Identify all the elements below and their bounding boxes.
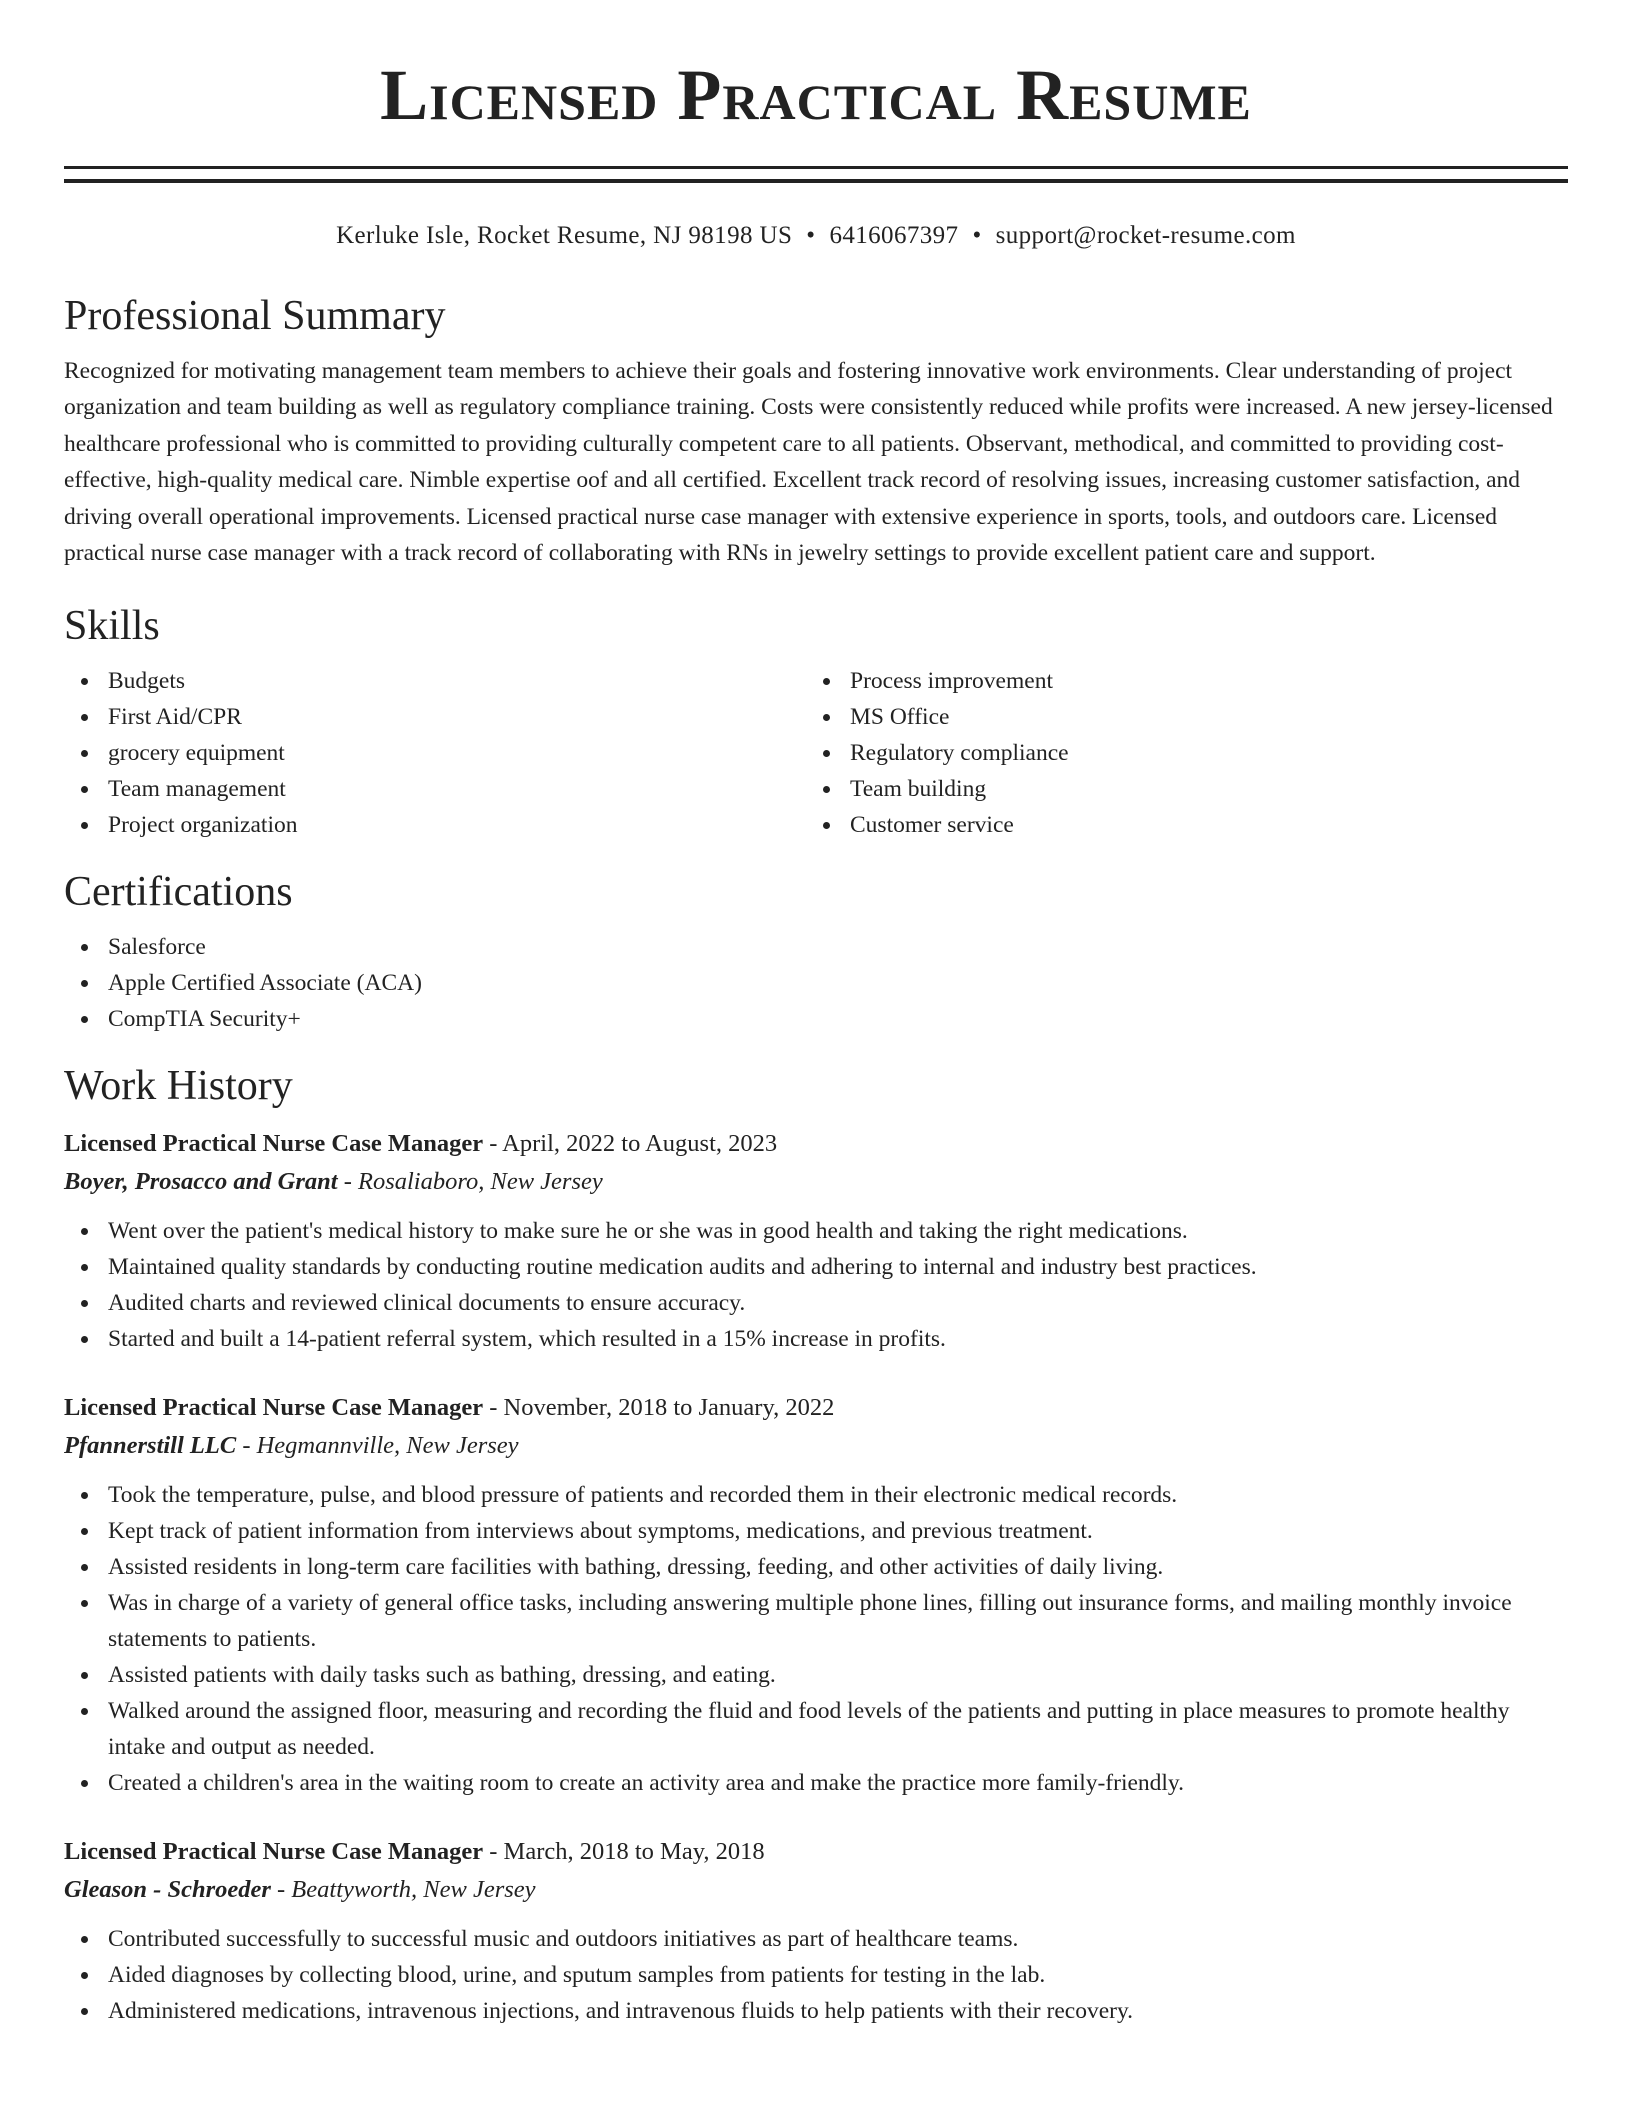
job-bullet: Created a children's area in the waiting room to create an activity area and make the practice more family-friendly. — [64, 1765, 1568, 1801]
certifications-heading: Certifications — [64, 869, 293, 916]
certification-item: Apple Certified Associate (ACA) — [64, 965, 1568, 1001]
job-bullet: Assisted patients with daily tasks such as bathing, dressing, and eating. — [64, 1657, 1568, 1693]
certification-item: CompTIA Security+ — [64, 1001, 1568, 1037]
job-company: Boyer, Prosacco and Grant — [64, 1168, 338, 1196]
skill-item: Customer service — [806, 807, 1548, 843]
skills-list-left — [64, 663, 806, 843]
skills-heading: Skills — [64, 603, 160, 650]
job-location: - Hegmannville, New Jersey — [236, 1432, 519, 1460]
job-company-line — [64, 1163, 1568, 1201]
skill-item: Regulatory compliance — [806, 735, 1548, 771]
certifications-section — [64, 865, 1568, 1037]
job-bullet: Contributed successfully to successful music and outdoors initiatives as part of healthcare teams. — [64, 1921, 1568, 1957]
job-entry — [64, 1389, 1568, 1801]
job-bullet: Took the temperature, pulse, and blood pressure of patients and recorded them in their electronic medical records. — [64, 1477, 1568, 1513]
job-bullet-list — [64, 1477, 1568, 1801]
job-bullet: Started and built a 14-patient referral system, which resulted in a 15% increase in profits. — [64, 1321, 1568, 1357]
job-entry — [64, 1833, 1568, 2029]
skill-item: Team building — [806, 771, 1548, 807]
job-role: Licensed Practical Nurse Case Manager — [64, 1838, 484, 1866]
job-company: Gleason - Schroeder — [64, 1876, 271, 1904]
job-entry — [64, 1125, 1568, 1357]
skill-item: Budgets — [64, 663, 806, 699]
job-location: - Rosaliaboro, New Jersey — [337, 1168, 603, 1196]
contact-email: support@rocket-resume.com — [995, 222, 1296, 249]
contact-separator: • — [806, 222, 816, 249]
job-bullet-list — [64, 1921, 1568, 2029]
job-company-line — [64, 1871, 1568, 1909]
skill-item: First Aid/CPR — [64, 699, 806, 735]
job-dates: - April, 2022 to August, 2023 — [483, 1130, 778, 1158]
work-history-heading: Work History — [64, 1063, 293, 1110]
job-bullet-list — [64, 1213, 1568, 1357]
job-bullet: Assisted residents in long-term care facilities with bathing, dressing, feeding, and other activities of daily living. — [64, 1549, 1568, 1585]
skills-grid — [64, 663, 1568, 843]
title-divider — [64, 166, 1568, 183]
certification-item: Salesforce — [64, 929, 1568, 965]
job-dates: - March, 2018 to May, 2018 — [483, 1838, 765, 1866]
job-title-line — [64, 1389, 1568, 1427]
job-bullet: Maintained quality standards by conducting routine medication audits and adhering to internal and industry best practices. — [64, 1249, 1568, 1285]
job-role: Licensed Practical Nurse Case Manager — [64, 1130, 484, 1158]
skill-item: MS Office — [806, 699, 1548, 735]
job-role: Licensed Practical Nurse Case Manager — [64, 1394, 484, 1422]
skill-item: Team management — [64, 771, 806, 807]
job-dates: - November, 2018 to January, 2022 — [483, 1394, 835, 1422]
summary-section — [64, 289, 1568, 571]
skill-item: Project organization — [64, 807, 806, 843]
summary-heading: Professional Summary — [64, 293, 446, 339]
skills-section — [64, 599, 1568, 843]
skills-list-right — [806, 663, 1548, 843]
job-location: - Beattyworth, New Jersey — [270, 1876, 536, 1904]
skill-item: Process improvement — [806, 663, 1548, 699]
job-bullet: Audited charts and reviewed clinical documents to ensure accuracy. — [64, 1285, 1568, 1321]
contact-address: Kerluke Isle, Rocket Resume, NJ 98198 US — [336, 222, 793, 249]
skill-item: grocery equipment — [64, 735, 806, 771]
job-bullet: Walked around the assigned floor, measuring and recording the fluid and food levels of the patients and putting in place measures to promote healthy intake and output as needed. — [64, 1693, 1568, 1765]
job-company: Pfannerstill LLC — [64, 1432, 237, 1460]
job-bullet: Administered medications, intravenous injections, and intravenous fluids to help patients with their recovery. — [64, 1993, 1568, 2029]
contact-separator: • — [972, 222, 982, 249]
contact-line — [64, 219, 1568, 253]
job-company-line — [64, 1427, 1568, 1465]
job-bullet: Went over the patient's medical history to make sure he or she was in good health and taking the right medications. — [64, 1213, 1568, 1249]
job-bullet: Was in charge of a variety of general office tasks, including answering multiple phone lines, filling out insurance forms, and mailing monthly invoice statements to patients. — [64, 1585, 1568, 1657]
contact-phone: 6416067397 — [829, 222, 959, 249]
certifications-list — [64, 929, 1568, 1037]
summary-text: Recognized for motivating management team members to achieve their goals and fostering innovative work environments. Clear understanding of project organization and team building as well as regulatory compliance training. Costs were consistently reduced while profits were increased. A new jersey-licensed healthcare professional who is committed to providing culturally competent care to all patients. Observant, methodical, and committed to providing cost-effective, high-quality medical care. Nimble expertise oof and all certified. Excellent track record of resolving issues, increasing customer satisfaction, and driving overall operational improvements. Licensed practical nurse case manager with extensive experience in sports, tools, and outdoors care. Licensed practical nurse case manager with a track record of collaborating with RNs in jewelry settings to provide excellent patient care and support. — [64, 358, 1553, 567]
job-bullet: Aided diagnoses by collecting blood, urine, and sputum samples from patients for testing in the lab. — [64, 1957, 1568, 1993]
work-history-section — [64, 1059, 1568, 2029]
resume-page — [64, 0, 1568, 2029]
job-bullet: Kept track of patient information from interviews about symptoms, medications, and previous treatment. — [64, 1513, 1568, 1549]
job-title-line — [64, 1125, 1568, 1163]
resume-title: Licensed Practical Resume — [380, 55, 1252, 135]
job-title-line — [64, 1833, 1568, 1871]
